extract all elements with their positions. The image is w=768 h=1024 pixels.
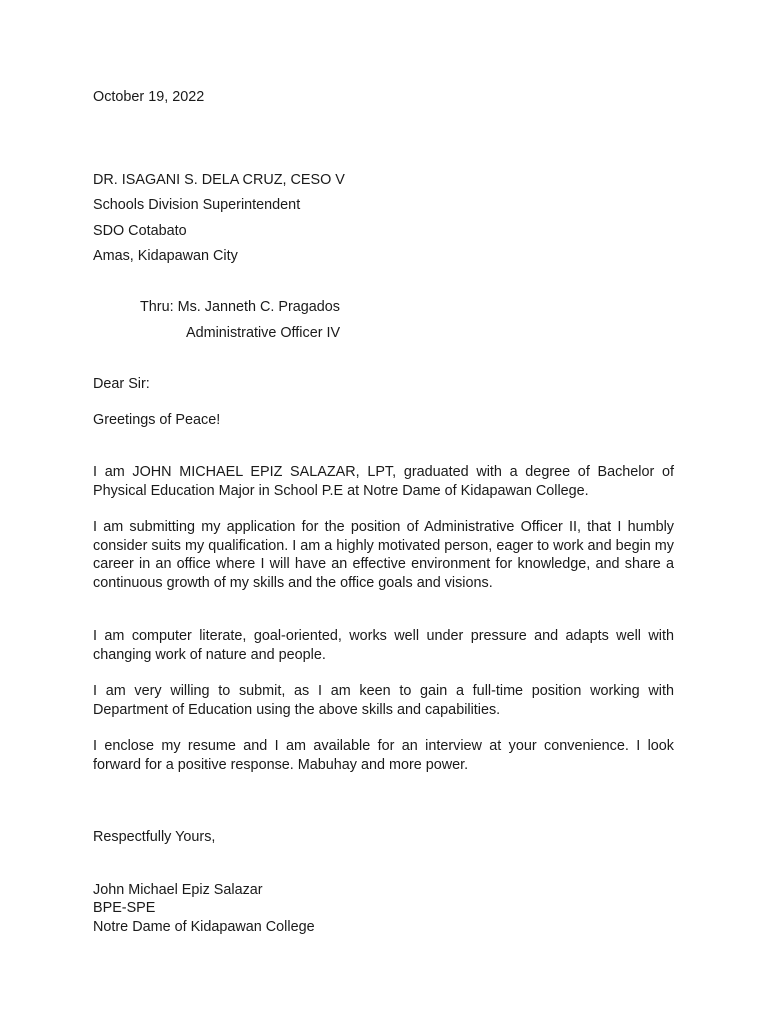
body-paragraph-5: I enclose my resume and I am available for an interview at your convenience. I look forward for a positive response. Mabuhay and more power.: [93, 738, 674, 773]
recipient-title: Schools Division Superintendent: [93, 197, 301, 213]
recipient-office: SDO Cotabato: [93, 223, 187, 239]
signature-name: John Michael Epiz Salazar: [93, 882, 263, 898]
signature-school: Notre Dame of Kidapawan College: [93, 918, 315, 935]
signature-degree: BPE-SPE: [93, 900, 156, 917]
closing: Respectfully Yours,: [93, 829, 216, 845]
body-paragraph-2: I am submitting my application for the position of Administrative Officer II, that I humbly consider suits my qualification. I am a highly motivated person, eager to work and begin my career in an office where I will have an effective environment for knowledge, and share a continuous growth of my skills and the office goals and visions.: [93, 519, 674, 591]
thru-title: Administrative Officer IV: [186, 325, 341, 341]
greeting: Greetings of Peace!: [93, 412, 221, 428]
body-paragraph-3: I am computer literate, goal-oriented, works well under pressure and adapts well with changing work of nature and people.: [93, 628, 674, 663]
recipient-address: Amas, Kidapawan City: [93, 248, 238, 264]
body-paragraph-4: I am very willing to submit, as I am keen to gain a full-time position working with Department of Education using the above skills and capabilities.: [93, 683, 674, 718]
thru-line: Thru: Ms. Janneth C. Pragados: [140, 299, 340, 315]
letter-date: October 19, 2022: [93, 89, 205, 105]
salutation: Dear Sir:: [93, 376, 150, 392]
body-paragraph-1: I am JOHN MICHAEL EPIZ SALAZAR, LPT, graduated with a degree of Bachelor of Physical Education Major in School P.E at Notre Dame of Kidapawan College.: [93, 464, 674, 499]
signature-block: [93, 881, 315, 936]
recipient-name: DR. ISAGANI S. DELA CRUZ, CESO V: [93, 172, 345, 188]
